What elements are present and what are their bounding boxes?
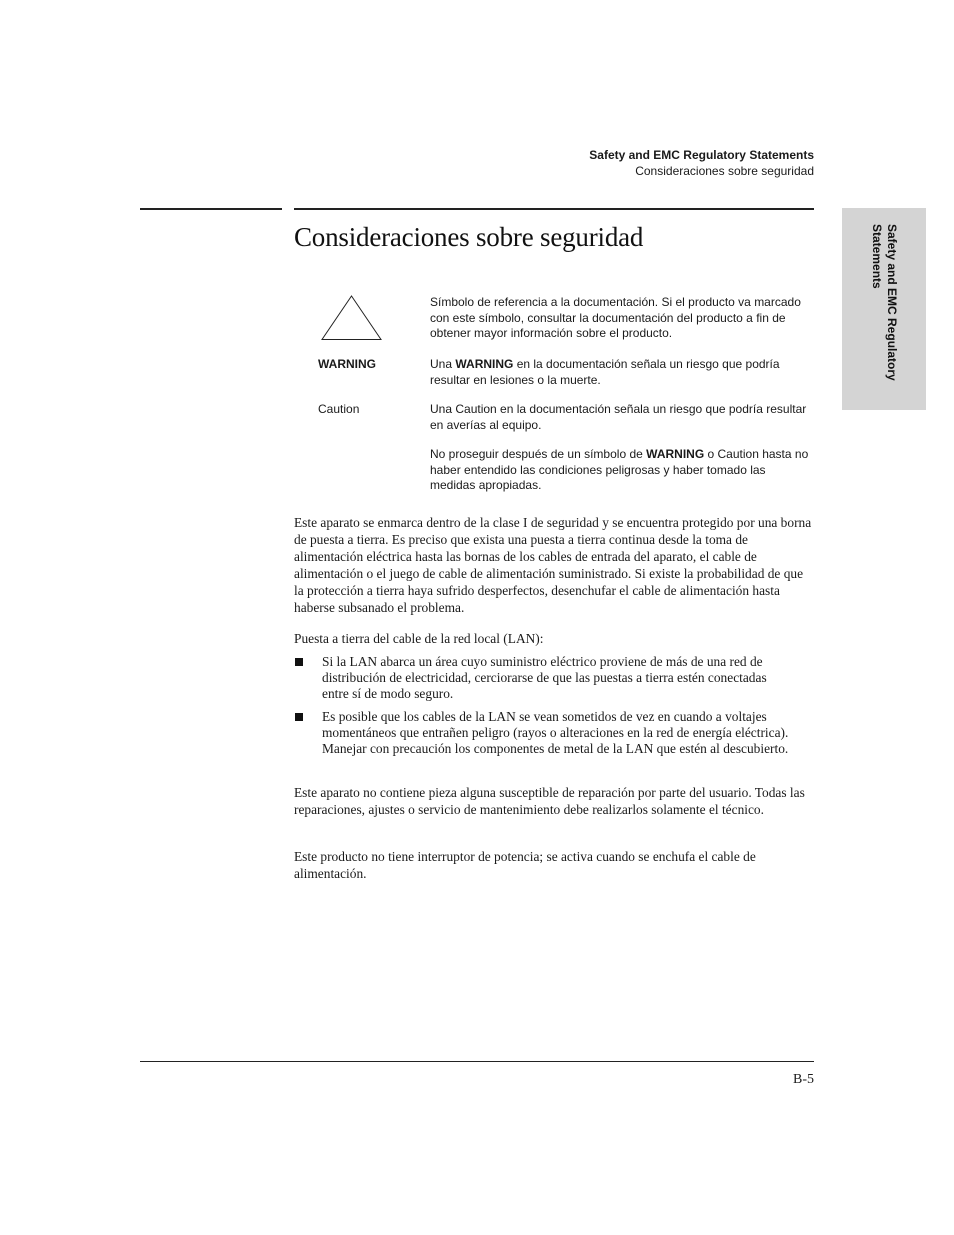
symbol-row-proceed: [318, 447, 814, 494]
paragraph-service: Este aparato no contiene pieza alguna susceptible de reparación por parte del usuario. Todas las reparaciones, ajustes o servicio de mantenimiento debe realizarlos solamente el técnico.: [294, 785, 805, 817]
proceed-text-pre: No proseguir después de un símbolo de: [430, 447, 643, 461]
proceed-text: [430, 447, 814, 494]
paragraph-grounding: Este aparato se enmarca dentro de la clase I de seguridad y se encuentra protegido por una borna de puesta a tierra. Es preciso que exista una puesta a tierra continua desde la toma de alimentación eléctrica hasta las bornas de los cables de entrada del aparato, el cable de alimentación o el juego de cable de alimentación suministrado. Si existe la probabilidad de que la protección a tierra haya sufrido desperfectos, desenchufar el cable de alimentación hasta haberse subsanado el problema.: [294, 515, 812, 615]
symbol-row-caution: [318, 402, 814, 447]
warning-text-pre: Una: [430, 357, 453, 371]
reference-symbol-text: Símbolo de referencia a la documentación. Si el producto va marcado con este símbolo, consultar la documentación del producto a fin de obtener mayor información sobre el producto.: [430, 295, 801, 340]
symbol-row-reference: [318, 295, 814, 357]
page-title: Consideraciones sobre seguridad: [294, 222, 644, 252]
warning-text-post: en la documentación señala un riesgo que podría resultar en lesiones o la muerte.: [430, 357, 780, 387]
header-rule-left: [140, 208, 282, 210]
running-head: [589, 147, 814, 179]
list-item: [294, 654, 794, 702]
square-bullet-icon: [295, 713, 303, 721]
running-head-title: Safety and EMC Regulatory Statements: [589, 148, 814, 162]
footer-rule: [140, 1061, 814, 1062]
caution-text: Una Caution en la documentación señala un riesgo que podría resultar en averías al equipo.: [430, 402, 807, 432]
warning-text-bold: WARNING: [455, 357, 514, 371]
lan-bullet-list: [294, 654, 794, 764]
list-item: [294, 709, 794, 757]
header-rule-right: [294, 208, 814, 210]
running-head-subtitle: Consideraciones sobre seguridad: [635, 164, 814, 178]
paragraph-power: Este producto no tiene interruptor de potencia; se activa cuando se enchufa el cable de alimentación.: [294, 849, 756, 881]
warning-triangle-icon: [318, 295, 382, 346]
list-item-text: Si la LAN abarca un área cuyo suministro eléctrico proviene de más de una red de distribución de electricidad, cerciorarse de que las puestas a tierra estén conectadas entre sí de modo seguro.: [322, 654, 767, 701]
page-number: B-5: [793, 1072, 814, 1087]
square-bullet-icon: [295, 658, 303, 666]
proceed-text-bold: WARNING: [646, 447, 705, 461]
caution-label: Caution: [318, 402, 360, 416]
paragraph-lan-intro: Puesta a tierra del cable de la red local (LAN):: [294, 631, 544, 646]
list-item-text: Es posible que los cables de la LAN se vean sometidos de vez en cuando a voltajes momentáneos que entrañen peligro (rayos o alteraciones en la red de energía eléctrica). Manejar con precaución los componentes de metal de la LAN que estén al descubierto.: [322, 709, 789, 756]
side-tab-label: Safety and EMC Regulatory Statements: [870, 224, 899, 381]
proceed-text-post: o Caution hasta no haber entendido las condiciones peligrosas y haber tomado las medidas apropiadas.: [430, 447, 809, 492]
warning-text: [430, 357, 814, 388]
symbol-table: [318, 295, 814, 494]
warning-label: WARNING: [318, 357, 376, 371]
side-tab: [842, 208, 926, 410]
symbol-row-warning: [318, 357, 814, 402]
